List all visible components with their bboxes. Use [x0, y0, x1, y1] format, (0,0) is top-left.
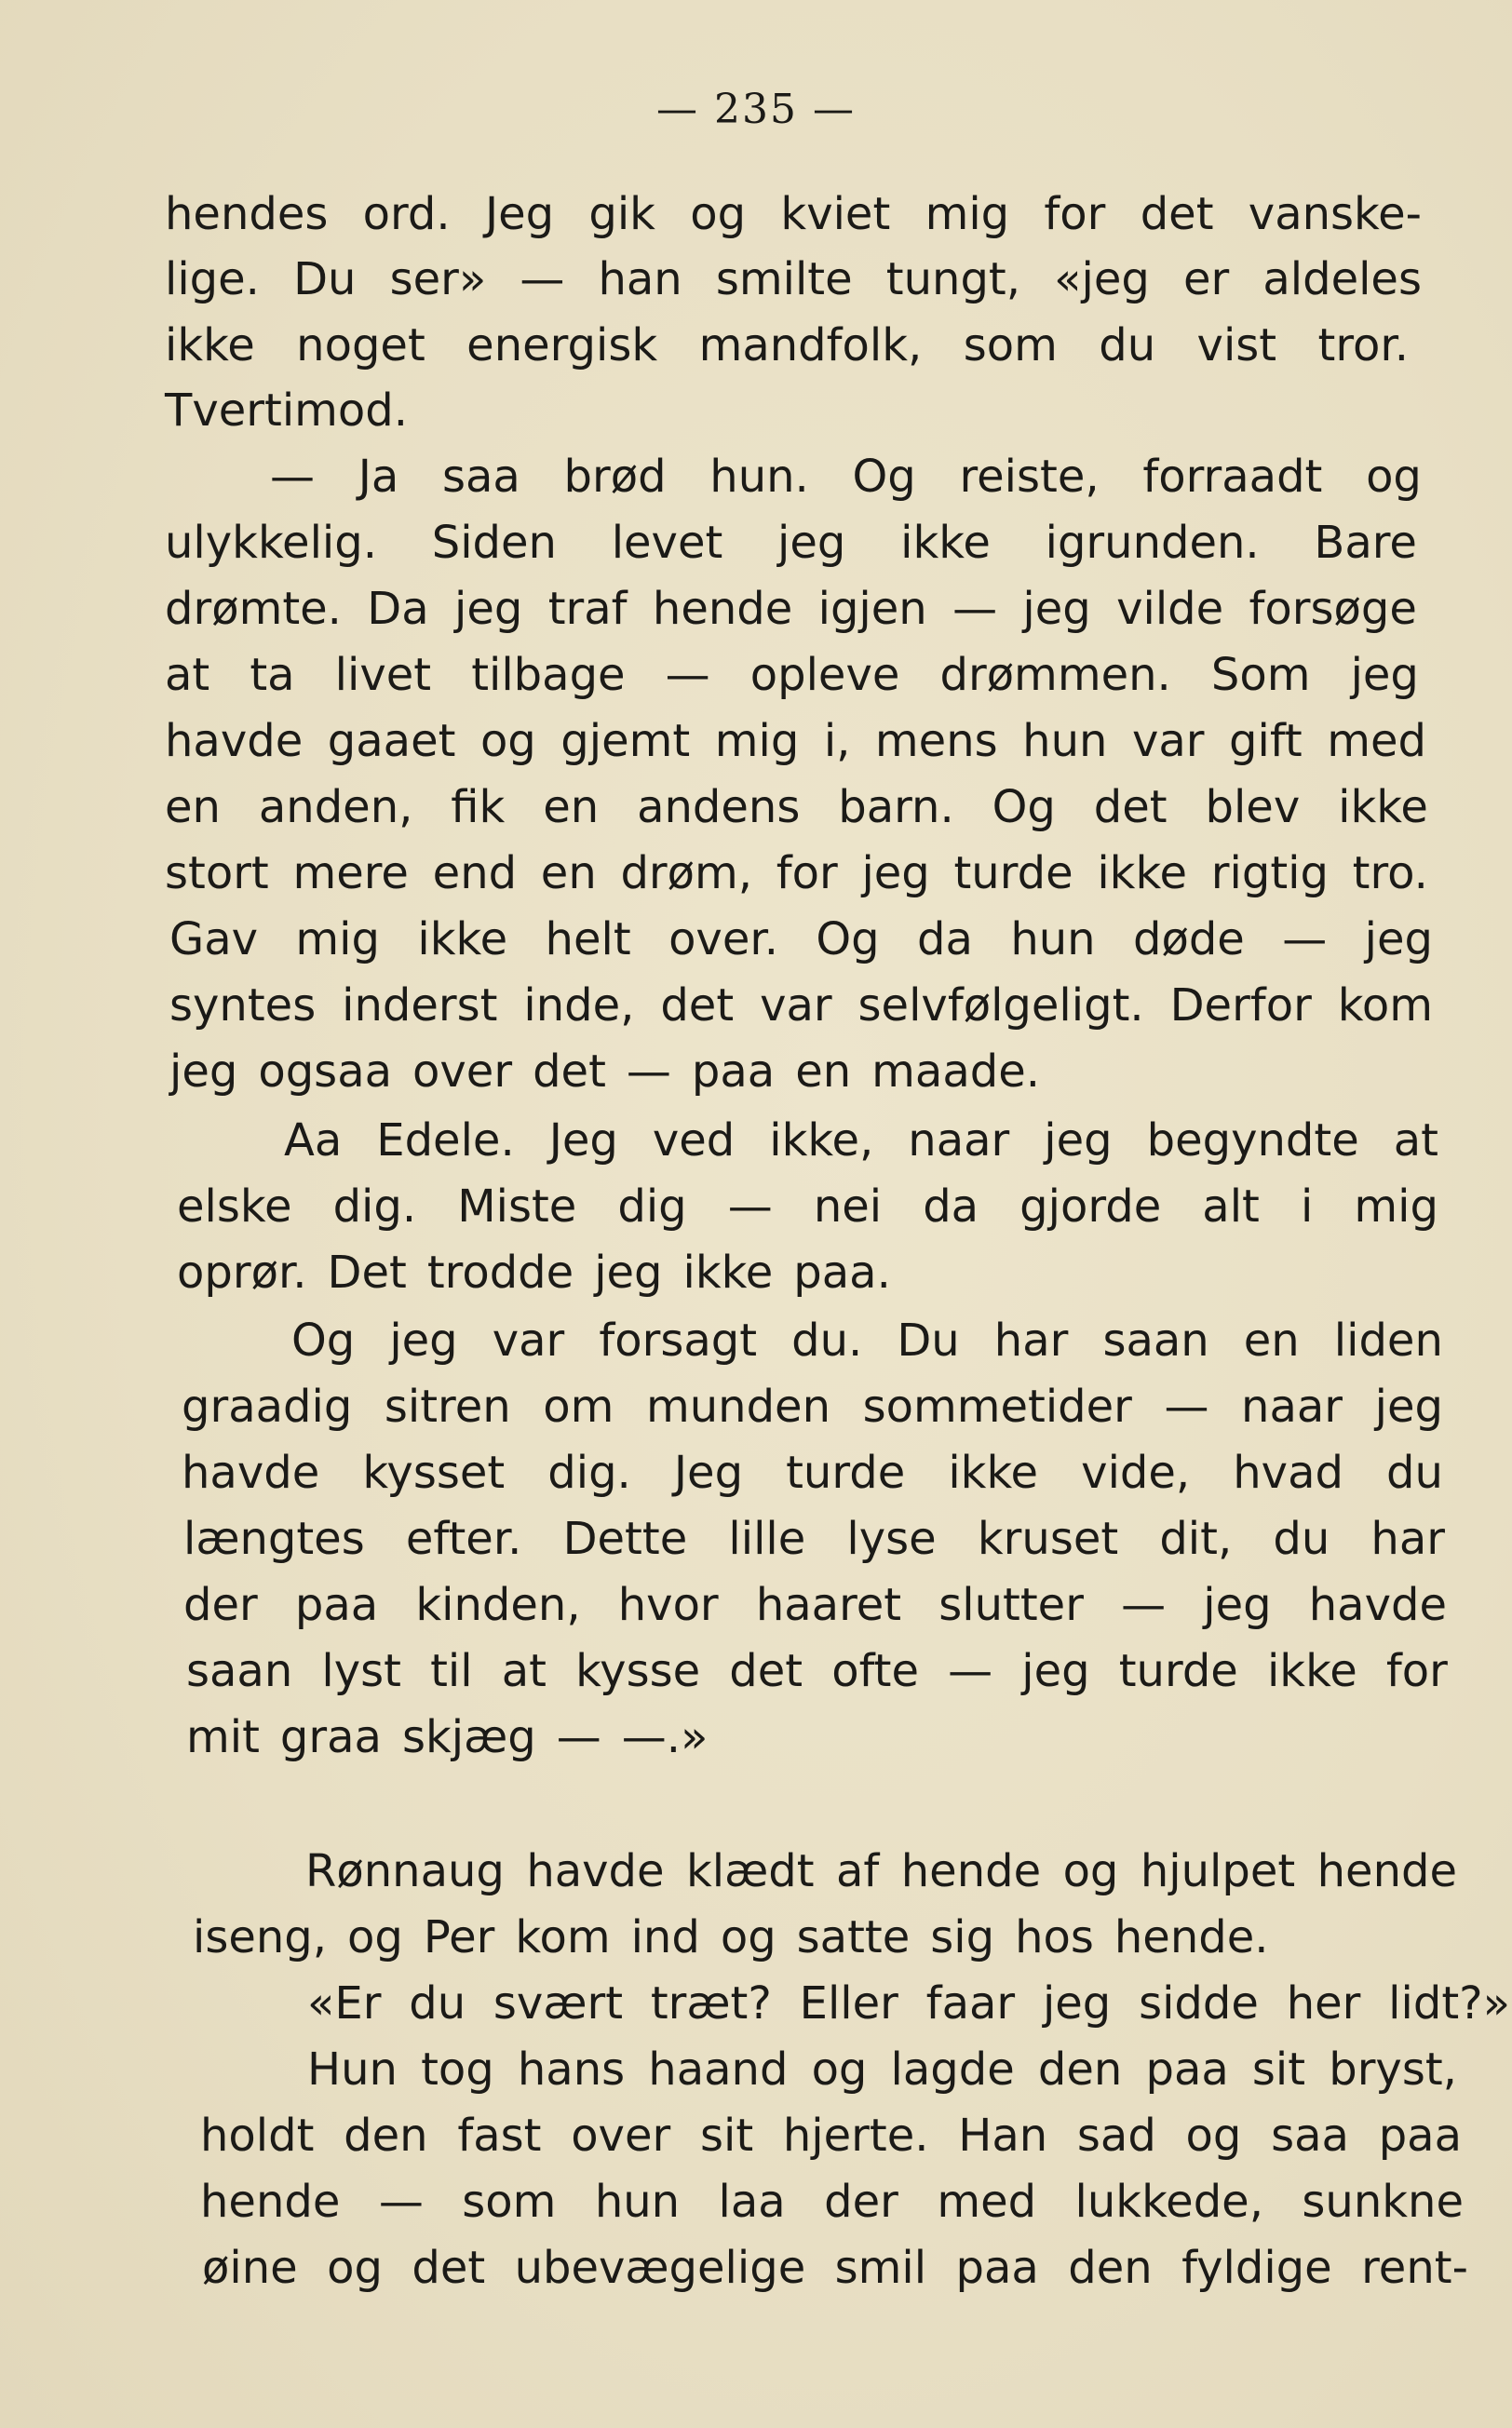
text-line: øine og det ubevægelige smil paa den fyldige rent-	[202, 2242, 1468, 2294]
text-line: saan lyst til at kysse det ofte — jeg turde ikke for	[186, 1645, 1448, 1697]
text-line: Aa Edele. Jeg ved ikke, naar jeg begyndte at	[284, 1114, 1438, 1167]
text-line: — Ja saa brød hun. Og reiste, forraadt og	[270, 451, 1422, 503]
text-line: elske dig. Miste dig — nei da gjorde alt i mig	[177, 1180, 1438, 1233]
text-line: hendes ord. Jeg gik og kviet mig for det vanske-	[165, 188, 1422, 240]
text-line: iseng, og Per kom ind og satte sig hos hende.	[193, 1911, 1269, 1963]
text-line: graadig sitren om munden sommetider — naar jeg	[182, 1381, 1443, 1433]
text-line: stort mere end en drøm, for jeg turde ikke rigtig tro.	[165, 847, 1428, 899]
text-line: havde kysset dig. Jeg turde ikke vide, hvad du	[182, 1447, 1443, 1499]
text-line: havde gaaet og gjemt mig i, mens hun var gift med	[165, 715, 1426, 767]
text-line: syntes inderst inde, det var selvfølgeligt. Derfor kom	[169, 979, 1433, 1032]
text-line: Gav mig ikke helt over. Og da hun døde — jeg	[169, 913, 1433, 965]
text-line: en anden, fik en andens barn. Og det blev ikke	[165, 781, 1428, 833]
text-line: «Er du svært træt? Eller faar jeg sidde her lidt?»	[307, 1977, 1510, 2030]
text-line: oprør. Det trodde jeg ikke paa.	[177, 1247, 891, 1299]
text-line: hende — som hun laa der med lukkede, sunkne	[200, 2176, 1464, 2228]
text-line: Tvertimod.	[165, 384, 408, 437]
text-line: mit graa skjæg — —.»	[186, 1711, 709, 1763]
text-line: Rønnaug havde klædt af hende og hjulpet hende	[305, 1845, 1457, 1897]
text-line: Og jeg var forsagt du. Du har saan en liden	[291, 1315, 1443, 1367]
text-line: længtes efter. Dette lille lyse kruset dit, du har	[183, 1513, 1445, 1565]
text-line: Hun tog hans haand og lagde den paa sit bryst,	[307, 2044, 1457, 2096]
page-number: — 235 —	[656, 86, 856, 133]
text-line: holdt den fast over sit hjerte. Han sad og saa paa	[200, 2110, 1462, 2162]
text-line: lige. Du ser» — han smilte tungt, «jeg er aldeles	[165, 253, 1422, 305]
text-line: jeg ogsaa over det — paa en maade.	[169, 1045, 1040, 1098]
text-line: ulykkelig. Siden levet jeg ikke igrunden. Bare	[165, 517, 1417, 569]
text-line: at ta livet tilbage — opleve drømmen. Som jeg	[165, 649, 1419, 701]
text-line: ikke noget energisk mandfolk, som du vist tror.	[165, 319, 1409, 371]
text-line: drømte. Da jeg traf hende igjen — jeg vilde forsøge	[165, 583, 1417, 635]
text-line: der paa kinden, hvor haaret slutter — jeg havde	[183, 1579, 1447, 1631]
